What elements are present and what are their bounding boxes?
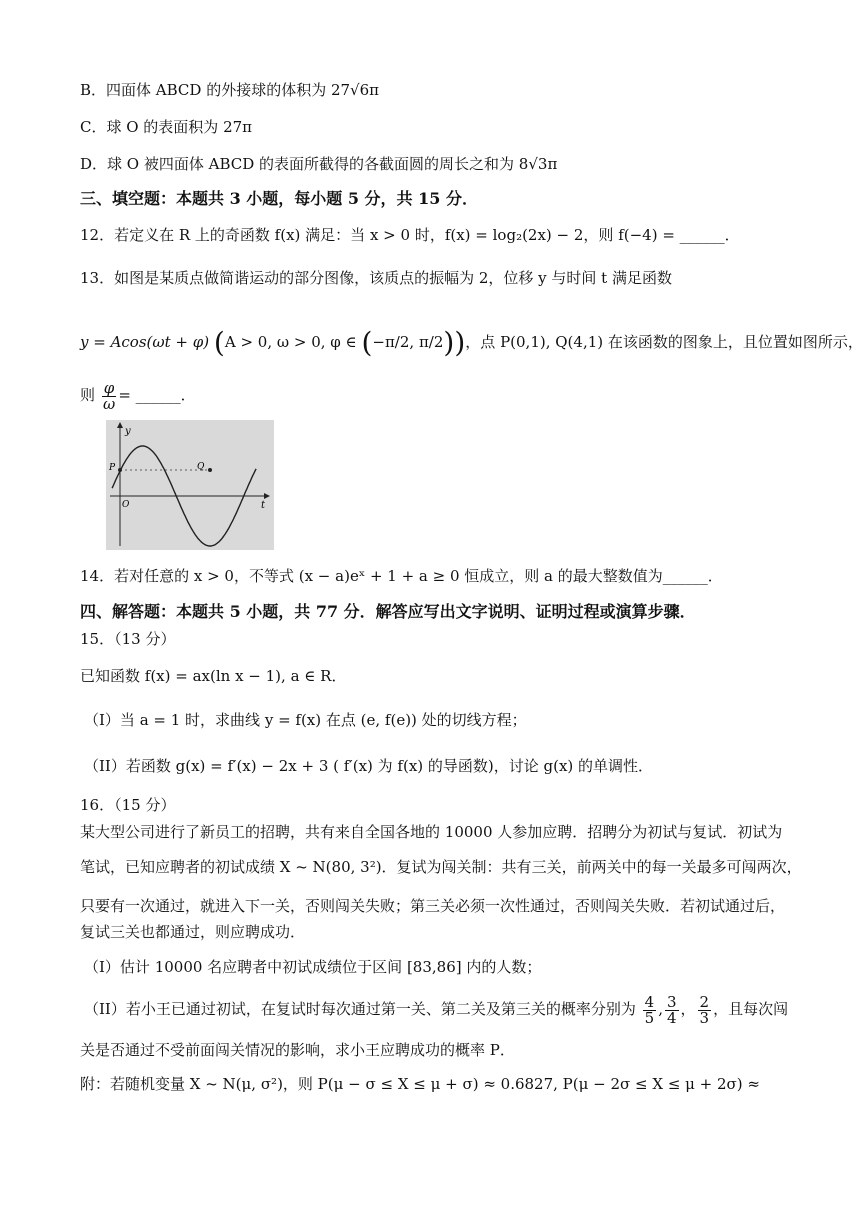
section3-title: 三、填空题：本题共 3 小题，每小题 5 分，共 15 分． [80, 189, 478, 208]
q16-part2: （II）若小王已通过初试，在复试时每次通过第一关、第二关及第三关的概率分别为 $\frac{4}{5}$ , $\frac{3}{4}$ ， $\frac{2}{3}$ ，且每次闯 [84, 992, 789, 1027]
q16-part2-line2: 关是否通过不受前面闯关情况的影响，求小王应聘成功的概率 P． [80, 1041, 515, 1059]
q16-head: 16．（15 分） [80, 796, 176, 814]
option-b: B．四面体 ABCD 的外接球的体积为 27√6π [80, 81, 380, 99]
question-13-intro: 13．如图是某质点做简谐运动的部分图像，该质点的振幅为 2，位移 y 与时间 t 满足函数 [80, 269, 672, 287]
formula-condition: A > 0, ω > 0, φ ∈ [224, 333, 357, 351]
frac1-den: 5 [644, 1008, 655, 1027]
q15-part2: （II）若函数 g(x) = f′(x) − 2x + 3 ( f′(x) 为 f(x) 的导函数)，讨论 g(x) 的单调性． [84, 757, 654, 775]
prob-fraction-1 [643, 992, 657, 1027]
interval-paren-close: ) [443, 326, 455, 359]
question-12: 12．若定义在 R 上的奇函数 f(x) 满足：当 x > 0 时，f(x) = log₂(2x) − 2，则 f(−4) = ______． [80, 226, 740, 244]
point-q-label: Q [197, 462, 205, 472]
point-q [208, 468, 212, 472]
frac2-den: 4 [666, 1008, 677, 1027]
question-13-formula: y = Acos(ωt + φ) (A > 0, ω > 0, φ ∈ (−π/2, π/2))，点 P(0,1), Q(4,1) 在该函数的图象上，且位置如图所示， [80, 326, 863, 359]
interval-lo: −π/2 [372, 333, 410, 351]
point-p-label: P [109, 463, 116, 473]
question-13-ask [80, 378, 196, 412]
y-axis-label: y [125, 426, 131, 437]
frac-den: ω [102, 394, 116, 413]
q16-part2-post: ，且每次闯 [713, 1000, 789, 1018]
formula-tail: ，点 P(0,1), Q(4,1) 在该函数的图象上，且位置如图所示， [465, 333, 863, 351]
interval-paren-open: ( [361, 326, 373, 359]
section4-title: 四、解答题：本题共 5 小题，共 77 分．解答应写出文字说明、证明过程或演算步骤． [80, 602, 696, 621]
ask-post: = ______． [118, 386, 196, 404]
q15-part1: （I）当 a = 1 时，求曲线 y = f(x) 在点 (e, f(e)) 处的切线方程； [84, 711, 527, 729]
ask-pre: 则 [80, 386, 96, 404]
formula-lhs: y = Acos(ωt + φ) [80, 333, 210, 351]
frac3-den: 3 [699, 1008, 710, 1027]
q16-part1: （I）估计 10000 名应聘者中初试成绩位于区间 [83,86] 内的人数； [84, 958, 542, 976]
q16-p1: 某大型公司进行了新员工的招聘，共有来自全国各地的 10000 人参加应聘．招聘分为初试与复试．初试为 [80, 823, 783, 841]
q16-p3: 只要有一次通过，就进入下一关，否则闯关失败；第三关必须一次性通过，否则闯关失败．若初试通过后， [80, 897, 786, 915]
frac2-num: 3 [666, 992, 677, 1011]
option-c: C．球 O 的表面积为 27π [80, 118, 253, 136]
phi-over-omega [102, 378, 117, 413]
prob-fraction-2 [665, 992, 679, 1027]
option-d: D．球 O 被四面体 ABCD 的表面所截得的各截面圆的周长之和为 8√3π [80, 155, 558, 173]
q15-given: 已知函数 f(x) = ax(ln x − 1), a ∈ R． [80, 667, 347, 685]
q16-appendix: 附：若随机变量 X ~ N(μ, σ²)，则 P(μ − σ ≤ X ≤ μ + σ) ≈ 0.6827, P(μ − 2σ ≤ X ≤ μ + 2σ) ≈ [80, 1075, 760, 1093]
question-14: 14．若对任意的 x > 0，不等式 (x − a)eˣ + 1 + a ≥ 0 恒成立，则 a 的最大整数值为______． [80, 567, 723, 585]
frac-num: φ [103, 378, 115, 397]
point-p [118, 468, 122, 472]
q15-head: 15．（13 分） [80, 630, 176, 648]
q16-p2: 笔试，已知应聘者的初试成绩 X ~ N(80, 3²)．复试为闯关制：共有三关，前两关中的每一关最多可闯两次， [80, 858, 802, 876]
paren-close: ) [454, 326, 466, 359]
t-axis-label: t [261, 500, 266, 511]
harmonic-motion-figure [106, 420, 274, 550]
prob-fraction-3 [698, 992, 712, 1027]
frac3-num: 2 [699, 992, 710, 1011]
paren-open: ( [213, 326, 225, 359]
origin-label: O [122, 500, 130, 510]
frac1-num: 4 [644, 992, 655, 1011]
q16-part2-pre: （II）若小王已通过初试，在复试时每次通过第一关、第二关及第三关的概率分别为 [84, 1000, 636, 1018]
q16-p4: 复试三关也都通过，则应聘成功． [80, 923, 306, 941]
interval-hi: π/2 [418, 333, 444, 351]
